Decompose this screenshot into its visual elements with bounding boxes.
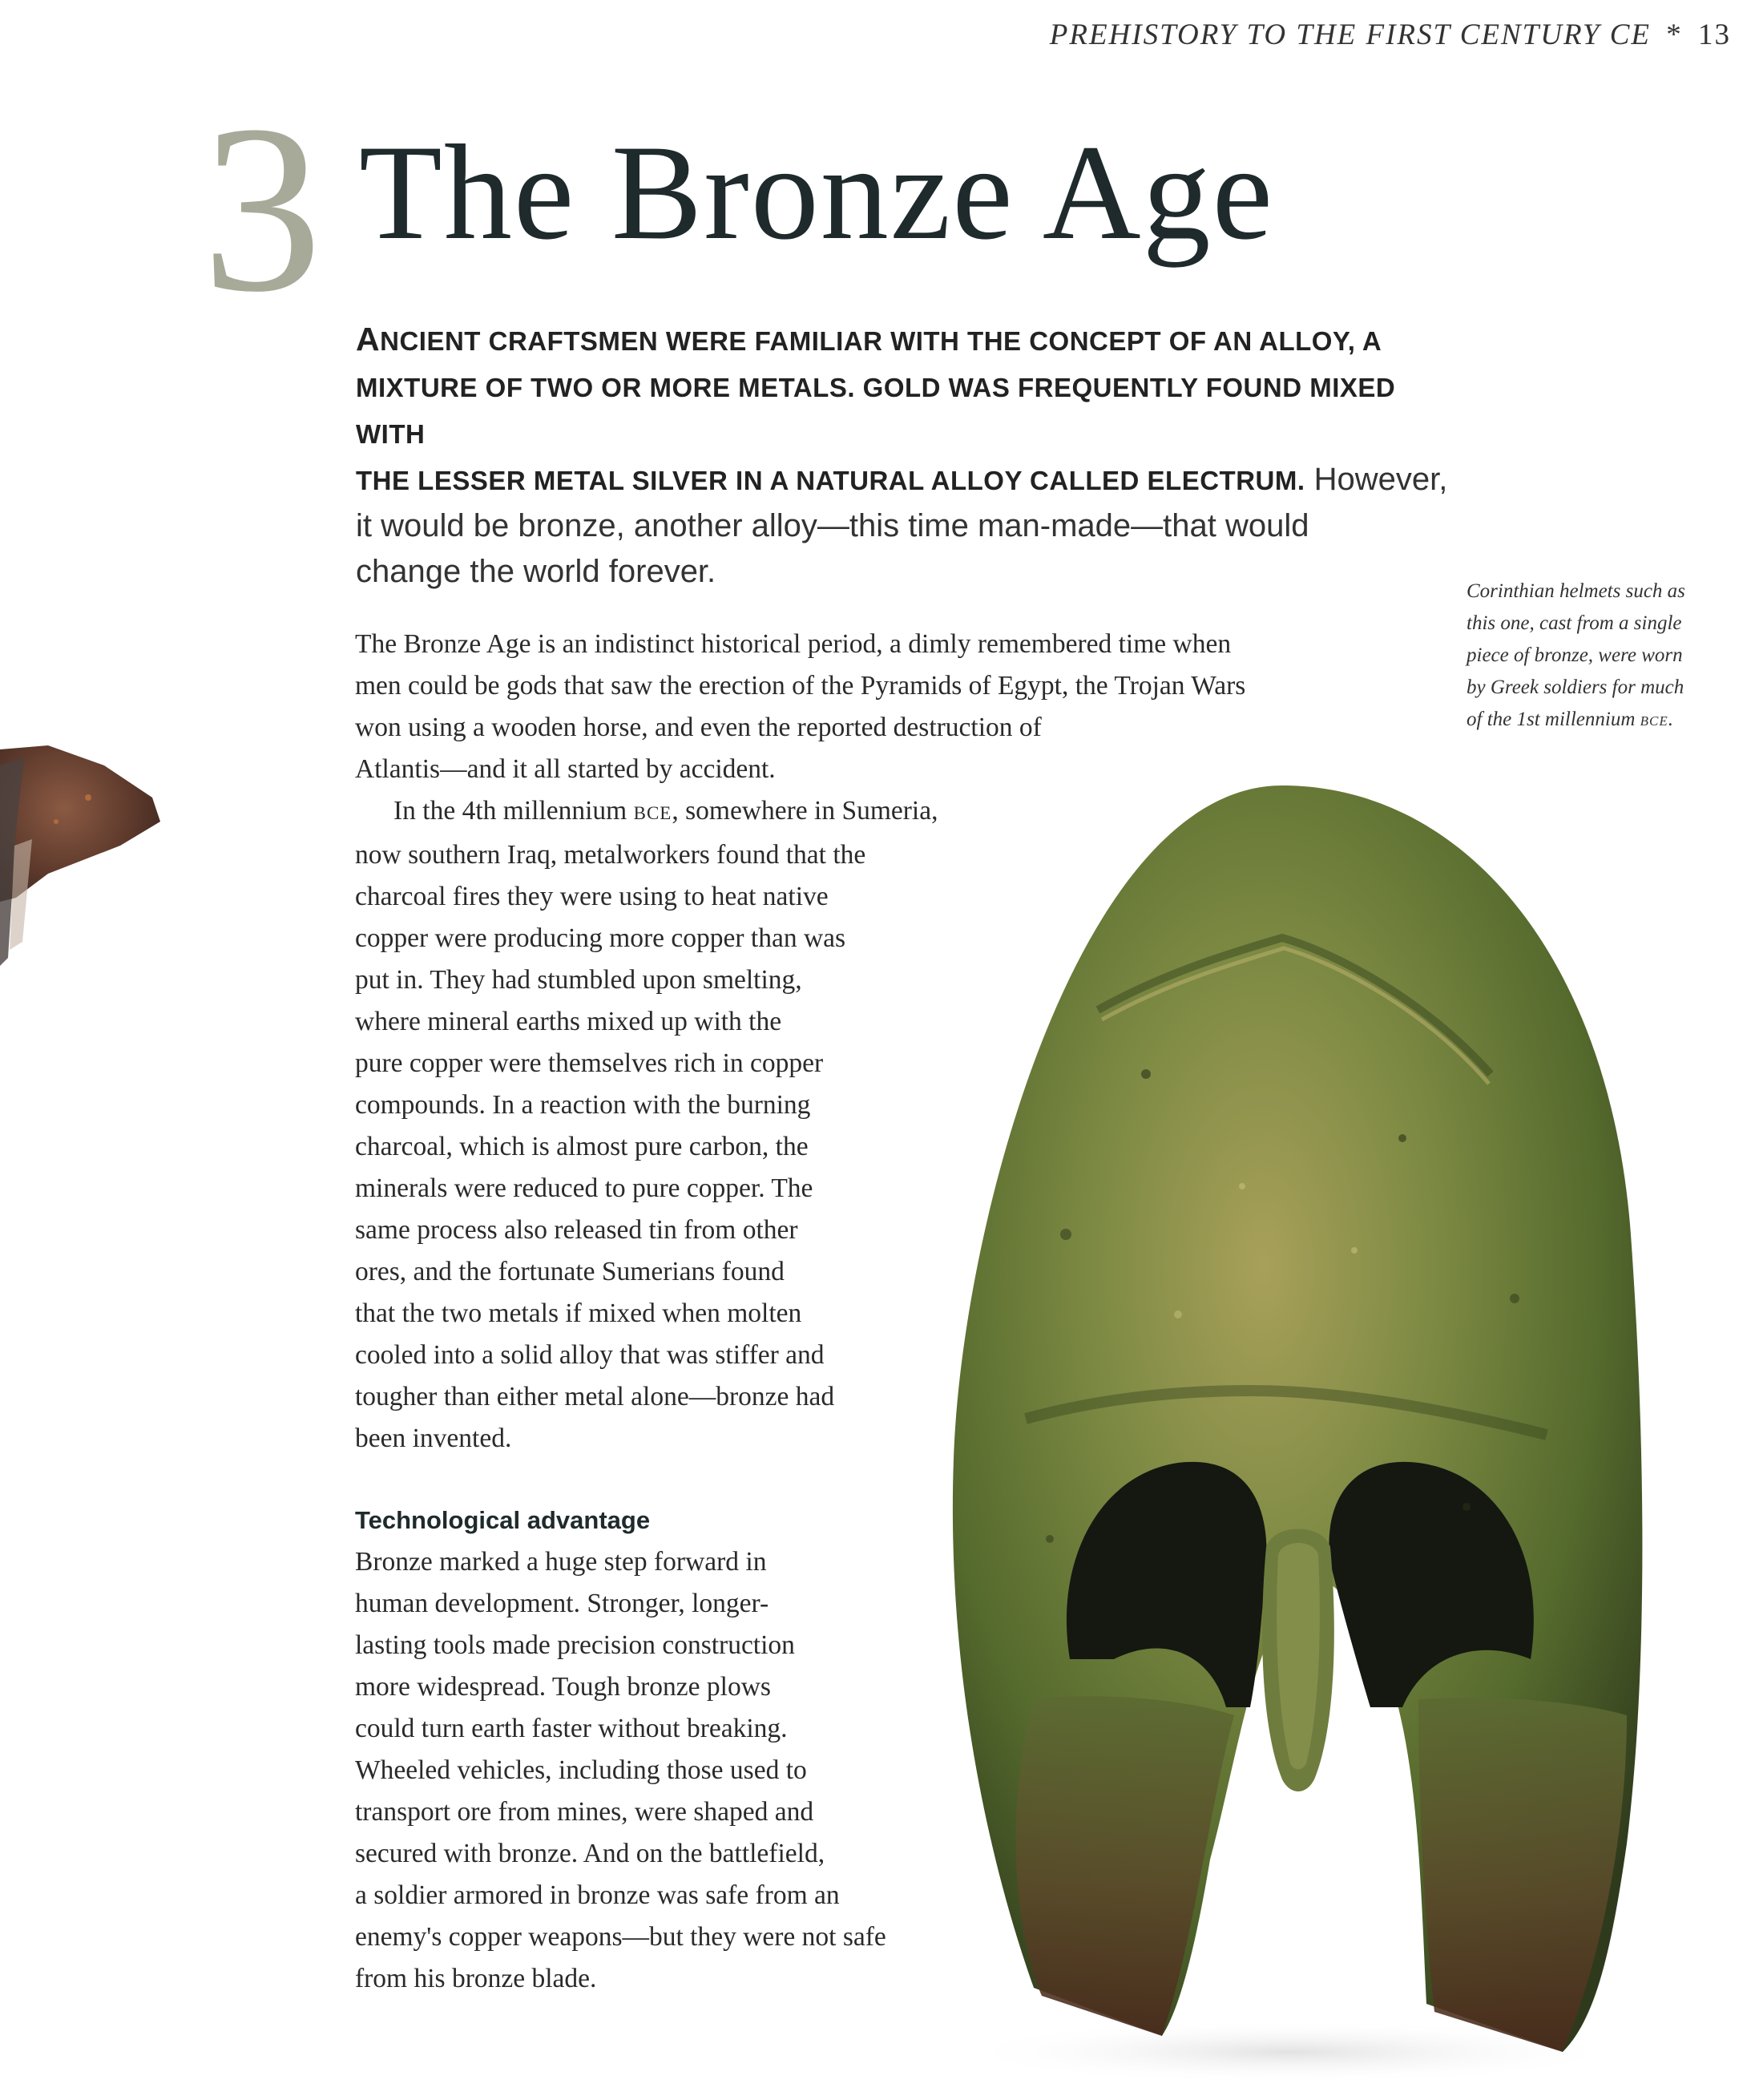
- body-line: In the 4th millennium BCE, somewhere in Sumeria,: [393, 796, 938, 826]
- body-line: pure copper were themselves rich in copper: [355, 1048, 824, 1078]
- intro-caps-line: THE LESSER METAL SILVER IN A NATURAL ALLOY CALLED ELECTRUM.: [356, 466, 1305, 495]
- body-line: enemy's copper weapons—but they were not safe: [355, 1922, 886, 1952]
- body-line: from his bronze blade.: [355, 1964, 597, 1993]
- body-line: been invented.: [355, 1424, 512, 1453]
- body-line: same process also released tin from other: [355, 1215, 798, 1245]
- body-line: transport ore from mines, were shaped and: [355, 1797, 814, 1827]
- body-line: lasting tools made precision construction: [355, 1630, 795, 1660]
- intro-caps-line: MIXTURE OF TWO OR MORE METALS. GOLD WAS FREQUENTLY FOUND MIXED WITH: [356, 373, 1396, 449]
- chapter-title: The Bronze Age: [359, 117, 1275, 268]
- intro-text: However,: [1305, 462, 1448, 497]
- running-head-separator: *: [1666, 18, 1683, 51]
- caption-line: Corinthian helmets such as: [1467, 580, 1685, 602]
- body-line: Bronze marked a huge step forward in: [355, 1547, 767, 1577]
- running-head-title: PREHISTORY TO THE FIRST CENTURY CE: [1049, 18, 1651, 51]
- body-text: [355, 624, 1397, 2000]
- body-line: secured with bronze. And on the battlefield,: [355, 1839, 825, 1868]
- intro-text: change the world forever.: [356, 554, 716, 589]
- body-line: won using a wooden horse, and even the reported destruction of: [355, 713, 1042, 742]
- body-line: copper were producing more copper than was: [355, 923, 846, 953]
- body-line: minerals were reduced to pure copper. The: [355, 1173, 813, 1203]
- body-line: that the two metals if mixed when molten: [355, 1298, 802, 1328]
- body-line: Atlantis—and it all started by accident.: [355, 754, 776, 784]
- running-head: [1050, 18, 1731, 52]
- body-line: put in. They had stumbled upon smelting,: [355, 965, 802, 995]
- caption-line: this one, cast from a single: [1467, 612, 1682, 634]
- body-line: compounds. In a reaction with the burning: [355, 1090, 811, 1120]
- chapter-number: 3: [202, 75, 322, 341]
- body-line: charcoal fires they were using to heat native: [355, 882, 829, 911]
- section-subheading: Technological advantage: [355, 1506, 651, 1534]
- body-line: human development. Stronger, longer-: [355, 1589, 769, 1618]
- caption-line: of the 1st millennium BCE.: [1467, 709, 1674, 730]
- body-line: more widespread. Tough bronze plows: [355, 1672, 771, 1702]
- artifact-fragment-image: [0, 733, 168, 974]
- body-line: where mineral earths mixed up with the: [355, 1007, 782, 1036]
- body-line: cooled into a solid alloy that was stiffer and: [355, 1340, 825, 1370]
- intro-caps-line: ANCIENT CRAFTSMEN WERE FAMILIAR WITH THE CONCEPT OF AN ALLOY, A: [356, 321, 1382, 357]
- caption-line: by Greek soldiers for much: [1467, 676, 1684, 698]
- caption-line: piece of bronze, were worn: [1467, 644, 1683, 666]
- body-line: men could be gods that saw the erection of the Pyramids of Egypt, the Trojan Wars: [355, 671, 1246, 701]
- intro-text: it would be bronze, another alloy—this time man-made—that would: [356, 508, 1309, 543]
- body-line: tougher than either metal alone—bronze had: [355, 1382, 835, 1411]
- body-line: could turn earth faster without breaking.: [355, 1714, 788, 1743]
- page-number: 13: [1698, 18, 1731, 51]
- intro-paragraph: [356, 317, 1454, 595]
- body-line: charcoal, which is almost pure carbon, the: [355, 1132, 809, 1161]
- body-line: a soldier armored in bronze was safe from an: [355, 1880, 840, 1910]
- body-line: ores, and the fortunate Sumerians found: [355, 1257, 785, 1286]
- body-line: The Bronze Age is an indistinct historical period, a dimly remembered time when: [355, 629, 1232, 659]
- photo-caption: [1467, 575, 1739, 737]
- body-line: Wheeled vehicles, including those used to: [355, 1755, 807, 1785]
- body-line: now southern Iraq, metalworkers found that the: [355, 840, 866, 870]
